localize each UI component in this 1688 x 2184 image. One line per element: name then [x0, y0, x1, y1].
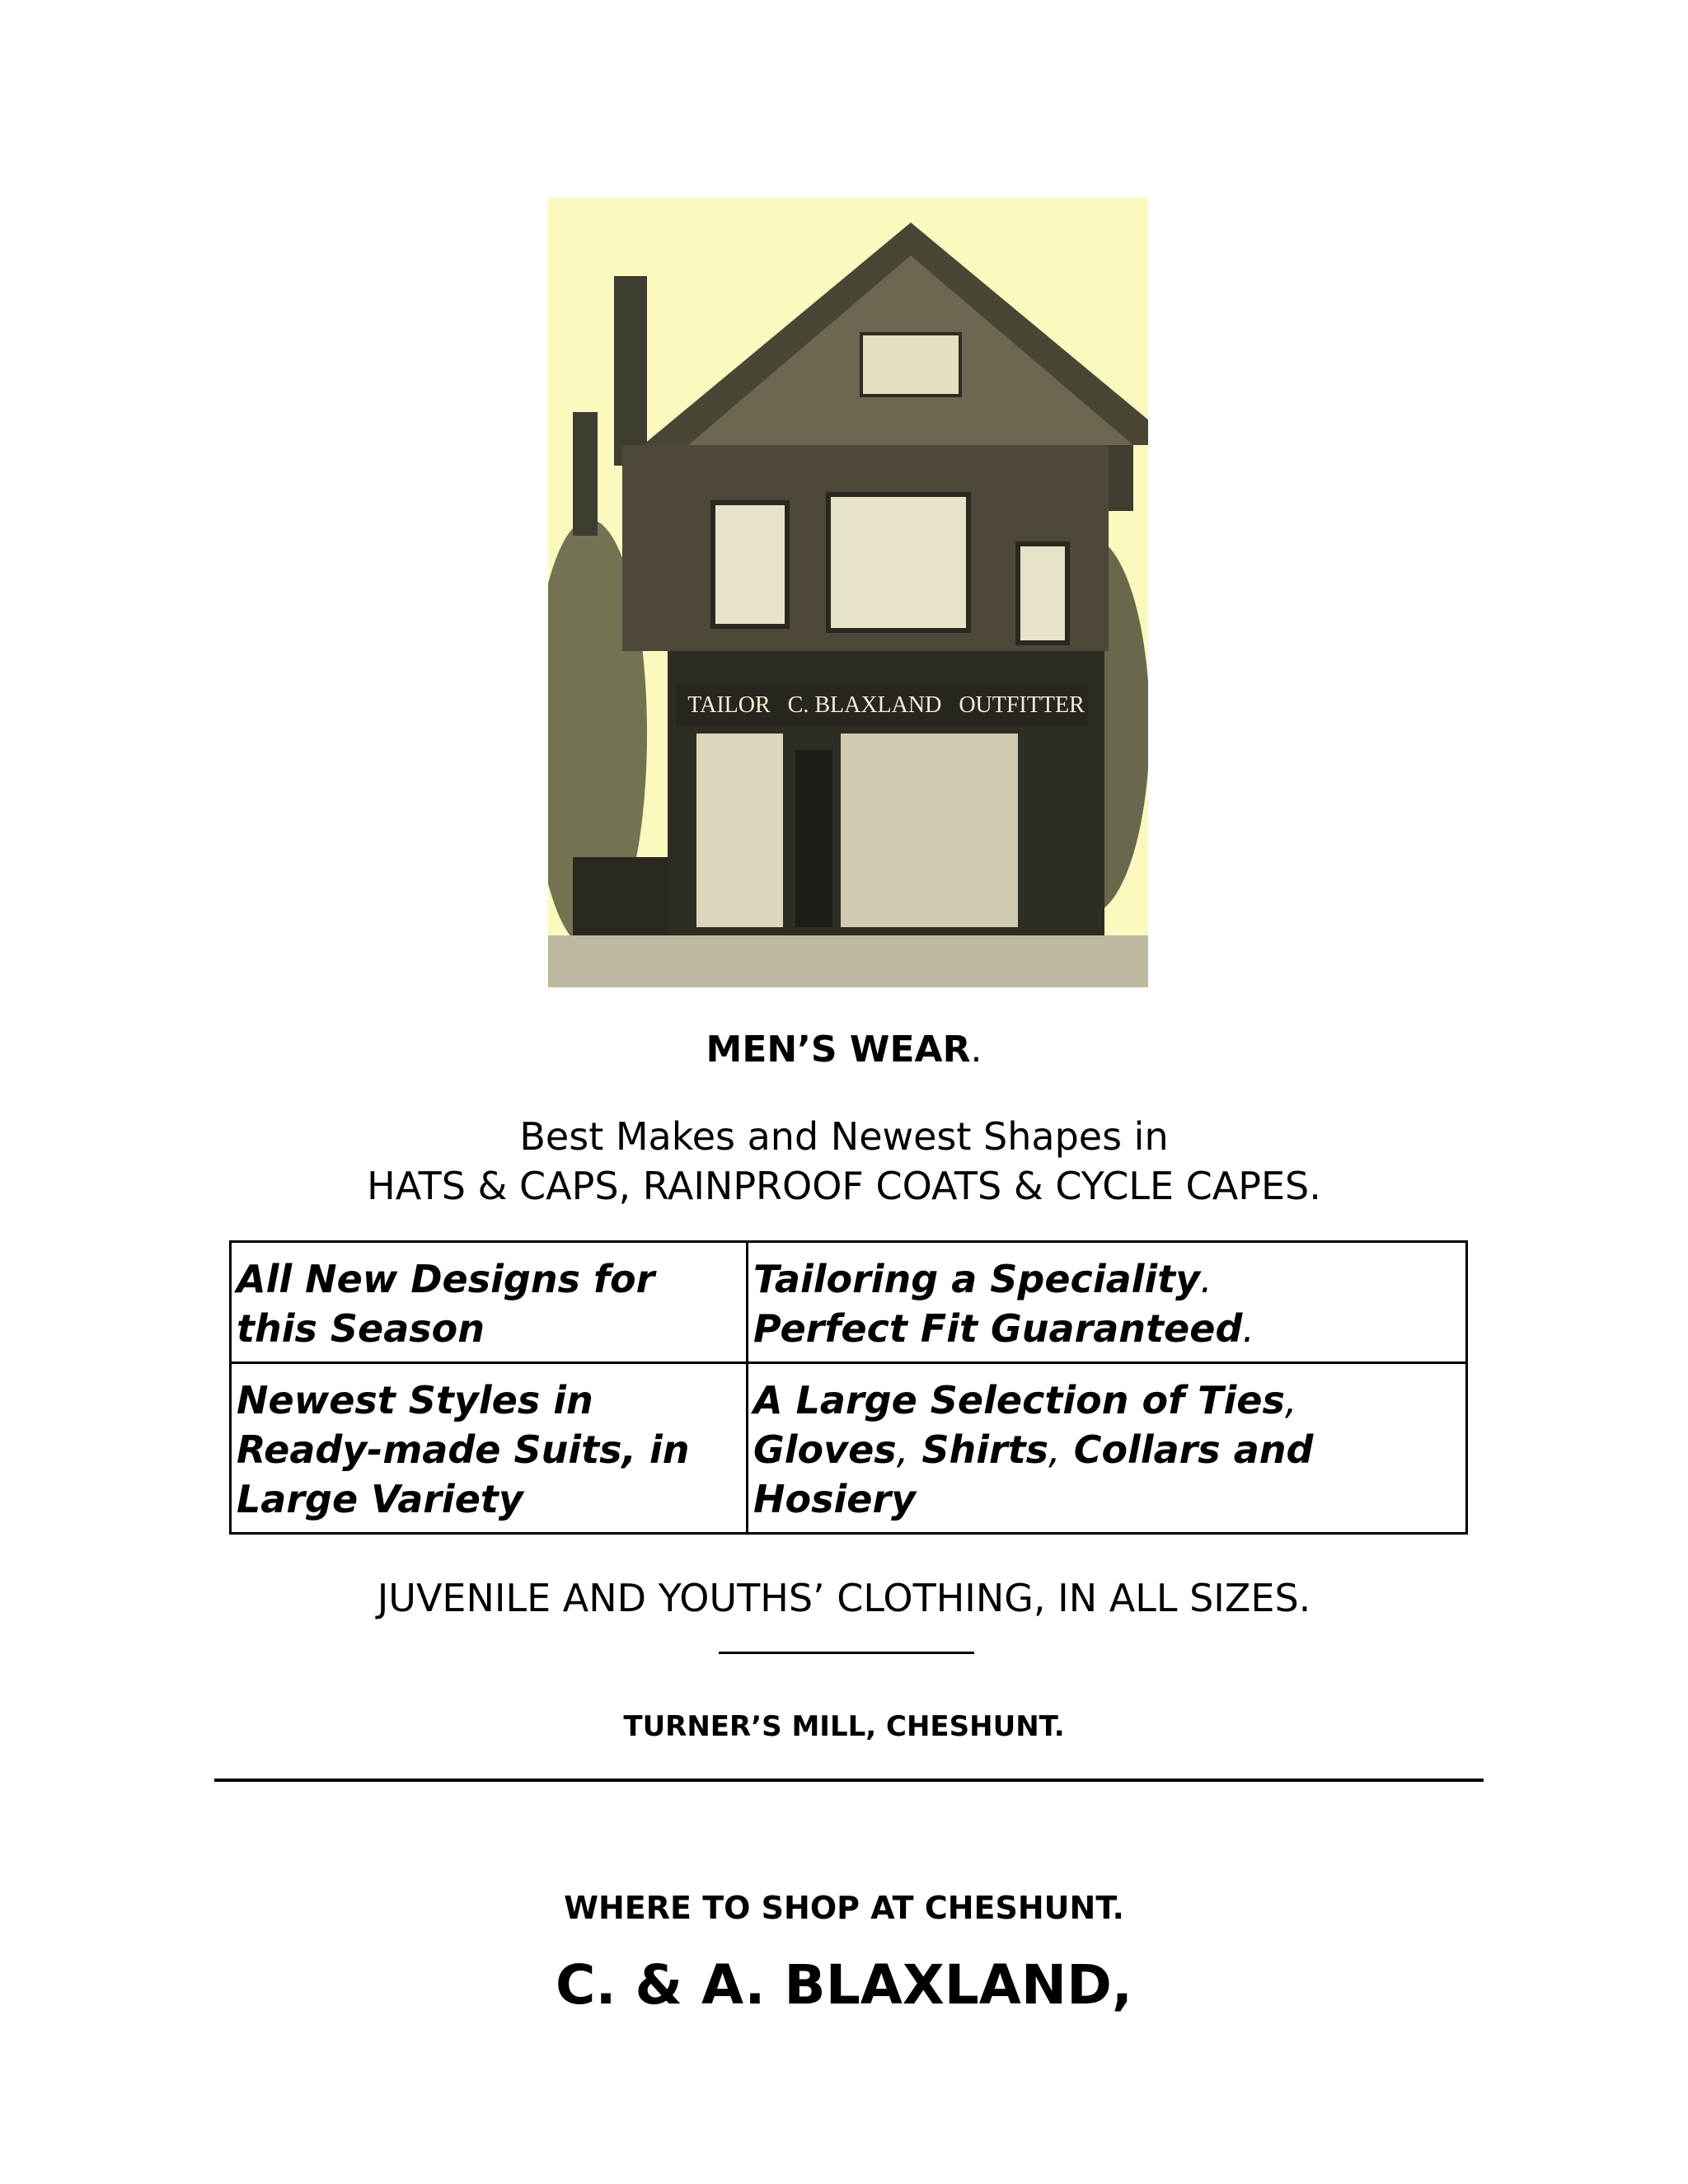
business-name: C. & A. BLAXLAND, [556, 1953, 1132, 2017]
table-row [231, 1242, 1467, 1363]
table-cell [748, 1242, 1467, 1363]
title-text: MEN’S WEAR [706, 1029, 971, 1071]
cell-text: Shirts [921, 1427, 1049, 1472]
table-cell [748, 1363, 1467, 1534]
punct: , [1284, 1378, 1297, 1422]
cell-text: All New Designs for this Season [237, 1257, 655, 1351]
punct: . [1200, 1257, 1212, 1301]
divider-short [719, 1652, 974, 1654]
cell-text: Gloves [753, 1427, 897, 1472]
cell-text: Newest Styles in Ready-made Suits, in Large Variety [237, 1378, 690, 1521]
shop-sign-text: TAILOR C. BLAXLAND OUTFITTER [687, 692, 1085, 718]
punct: . [1242, 1306, 1254, 1351]
cell-text: Tailoring a Speciality [753, 1257, 1201, 1301]
features-table [229, 1240, 1468, 1535]
address-line: TURNER’S MILL, CHESHUNT. [623, 1710, 1065, 1743]
table-row [231, 1363, 1467, 1534]
cell-text: Perfect Fit Guaranteed [753, 1306, 1243, 1351]
table-cell [231, 1242, 748, 1363]
subheading-line-1: Best Makes and Newest Shapes in [519, 1114, 1169, 1159]
subheading-line-2: HATS & CAPS, RAINPROOF COATS & CYCLE CAPES. [367, 1164, 1321, 1208]
divider-long [214, 1779, 1484, 1782]
shop-photograph [548, 198, 1148, 987]
punct: , [896, 1427, 909, 1472]
juvenile-line: JUVENILE AND YOUTHS’ CLOTHING, IN ALL SIZES. [377, 1576, 1311, 1620]
shop-building-illustration [548, 198, 1148, 987]
table-cell [231, 1363, 748, 1534]
title-dot: . [970, 1029, 982, 1071]
cell-text: A Large Selection of Ties [753, 1378, 1285, 1422]
cell-text: Collars and Hosiery [753, 1427, 1314, 1521]
where-to-shop: WHERE TO SHOP AT CHESHUNT. [564, 1890, 1124, 1926]
punct: , [1048, 1427, 1061, 1472]
section-title [0, 1029, 1688, 1071]
